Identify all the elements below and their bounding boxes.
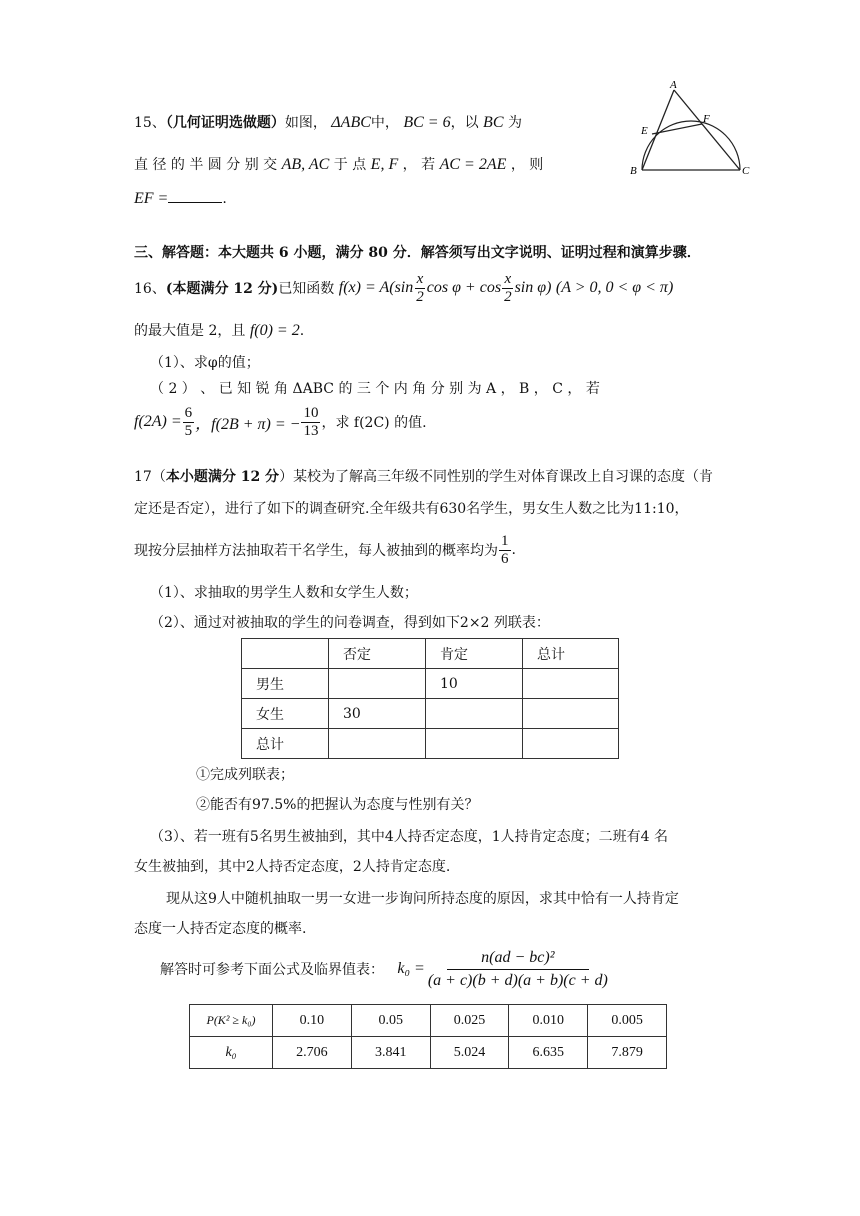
q16-cos: cos φ + cos (426, 279, 502, 296)
table-cell: 0.10 (273, 1005, 352, 1037)
label-a: A (670, 79, 677, 91)
frac-num: 1 (501, 532, 509, 549)
q15-bc-eq: BC = 6 (403, 114, 451, 131)
q16-f2b: ，f(2B + π) = − (195, 415, 301, 433)
semicircle-arc (642, 121, 740, 170)
chi-square-formula (426, 947, 610, 992)
formula-line (160, 944, 611, 994)
q17-part2: （2）、通过对被抽取的学生的问卷调查，得到如下2×2 列联表： (150, 615, 550, 631)
q16-sin: sin φ) (514, 279, 552, 296)
table-cell: 0.005 (588, 1005, 667, 1037)
table-cell: 10 (426, 669, 523, 699)
table-header-row (242, 639, 619, 669)
answer-blank (168, 202, 222, 203)
q15-ef: EF = (134, 190, 169, 207)
table-cell (523, 729, 619, 759)
q15-line3 (134, 190, 227, 208)
q17-part1: （1）、求抽取的男学生人数和女学生人数； (150, 585, 418, 601)
q15-text: 于 点 (333, 157, 367, 173)
q15-e-f: E, F (370, 156, 399, 173)
fraction-10-13 (301, 405, 320, 440)
label-c: C (742, 165, 750, 177)
q15-number: 15、 (134, 115, 166, 131)
fraction-6-5 (183, 405, 195, 440)
q16-condition: (A > 0, 0 < φ < π) (555, 279, 674, 296)
table-cell: 男生 (242, 669, 329, 699)
frac-num: 10 (303, 404, 319, 421)
formula-denominator: (a + c)(b + d)(a + b)(c + d) (427, 971, 608, 989)
q15-bc: BC (483, 114, 504, 131)
q15-tag: （几何证明选做题） (165, 115, 285, 131)
q17-sub2: ②能否有97.5%的把握认为态度与性别有关？ (196, 797, 479, 813)
q16-part1: （1）、求φ的值； (150, 355, 260, 371)
q15-text: 为 (507, 115, 522, 131)
q17-text: 现按分层抽样方法抽取若干名学生，每人被抽到的概率均为 (134, 543, 498, 559)
q16-f0: f(0) = 2 (249, 322, 300, 339)
formula-numerator: n(ad − bc)² (447, 947, 588, 970)
q17-text: . (511, 542, 516, 558)
table-cell: 3.841 (351, 1037, 430, 1069)
table-cell: 2.706 (273, 1037, 352, 1069)
q15-text: 如图， (284, 115, 327, 131)
critical-value-table (189, 1004, 667, 1069)
table-cell: 总计 (242, 729, 329, 759)
q17-line2: 定还是否定），进行了如下的调查研究.全年级共有630名学生，男女生人数之比为11:10， (134, 501, 689, 517)
table-cell: 30 (329, 699, 426, 729)
table-cell: 6.635 (509, 1037, 588, 1069)
section-heading: 三、解答题：本大题共 6 小题，满分 80 分．解答须写出文字说明、证明过程和演算步骤． (134, 245, 701, 261)
table-cell: 女生 (242, 699, 329, 729)
fraction-1-6 (499, 533, 511, 568)
side-ac (674, 90, 740, 170)
q16-line2 (134, 320, 304, 340)
table-cell: 5.024 (430, 1037, 509, 1069)
formula-k0: k₀ = (397, 960, 425, 977)
fraction-x-2 (414, 271, 426, 306)
q16-part2: （ 2 ） 、 已 知 锐 角 ΔABC 的 三 个 内 角 分 别 为 A ， B ， C ， 若 (150, 381, 600, 397)
q15-text: . (222, 191, 227, 207)
q16-text: 的最大值是 2，且 (134, 323, 246, 339)
table-cell: k₀ (190, 1037, 273, 1069)
q17-part3b: 女生被抽到，其中2人持否定态度，2人持肯定态度. (134, 859, 451, 875)
q15-text: ，以 (450, 115, 479, 131)
q15-ac-eq: AC = 2AE (439, 156, 507, 173)
q15-ab-ac: AB, AC (281, 156, 330, 173)
q17-part3d: 态度一人持否定态度的概率. (134, 921, 307, 937)
q16-tag: (本题满分 12 分) (165, 281, 279, 297)
label-f: F (703, 113, 710, 125)
q17-tag: 本小题满分 12 分 (165, 469, 280, 485)
table-row (190, 1005, 667, 1037)
q15-triangle: ΔABC (331, 114, 371, 131)
q16-text: 已知函数 (278, 281, 335, 297)
q17-line3 (134, 528, 516, 572)
table-cell: P(K² ≥ k₀) (190, 1005, 273, 1037)
table-cell (426, 729, 523, 759)
q17-number: 17（ (134, 469, 166, 485)
table-cell: 0.010 (509, 1005, 588, 1037)
table-row (242, 669, 619, 699)
q15-text: 中， (370, 115, 399, 131)
q17-line1 (134, 466, 713, 486)
frac-den: 13 (303, 422, 319, 439)
frac-den: 5 (184, 422, 193, 439)
q15-text: ， 若 (402, 157, 436, 173)
table-cell: 否定 (329, 639, 426, 669)
q16-number: 16、 (134, 281, 166, 297)
q16-line5 (134, 402, 427, 442)
frac-den: 6 (501, 550, 509, 567)
label-e: E (641, 125, 648, 137)
q15-text: ， 则 (510, 157, 544, 173)
table-cell (523, 669, 619, 699)
table-cell (329, 729, 426, 759)
table-cell: 7.879 (588, 1037, 667, 1069)
q16-line1 (134, 268, 673, 308)
frac-num: x (416, 270, 424, 287)
table-row (242, 729, 619, 759)
q16-f2a: f(2A) = (134, 413, 182, 430)
q16-fx: f(x) = A(sin (338, 279, 414, 296)
table-row (190, 1037, 667, 1069)
table-cell (426, 699, 523, 729)
q17-part3a: （3）、若一班有5名男生被抽到，其中4人持否定态度，1人持肯定态度；二班有4 名 (150, 829, 668, 845)
frac-num: 6 (184, 404, 193, 421)
fraction-x-2 (502, 271, 514, 306)
frac-den: 2 (504, 288, 512, 305)
q17-sub1: ①完成列联表； (196, 767, 294, 783)
semicircle-triangle-figure (600, 78, 760, 180)
q16-text: . (299, 323, 305, 339)
label-b: B (630, 165, 637, 177)
table-cell (523, 699, 619, 729)
frac-den: 2 (416, 288, 424, 305)
q17-part3c: 现从这9人中随机抽取一男一女进一步询问所持态度的原因，求其中恰有一人持肯定 (166, 891, 679, 907)
q15-line2 (134, 154, 543, 174)
q15-line1 (134, 112, 522, 132)
contingency-table (241, 638, 619, 759)
table-cell: 0.025 (430, 1005, 509, 1037)
table-row (242, 699, 619, 729)
frac-num: x (504, 270, 512, 287)
q16-f2c: ，求 f(2C) 的值. (321, 415, 427, 431)
q17-text: ） (279, 469, 294, 485)
table-cell: 总计 (523, 639, 619, 669)
table-cell: 肯定 (426, 639, 523, 669)
table-cell (242, 639, 329, 669)
table-cell: 0.05 (351, 1005, 430, 1037)
q17-text: 某校为了解高三年级不同性别的学生对体育课改上自习课的态度（肯 (293, 469, 714, 485)
q15-text: 直 径 的 半 圆 分 别 交 (134, 157, 278, 173)
formula-intro: 解答时可参考下面公式及临界值表： (160, 962, 384, 978)
table-cell (329, 669, 426, 699)
